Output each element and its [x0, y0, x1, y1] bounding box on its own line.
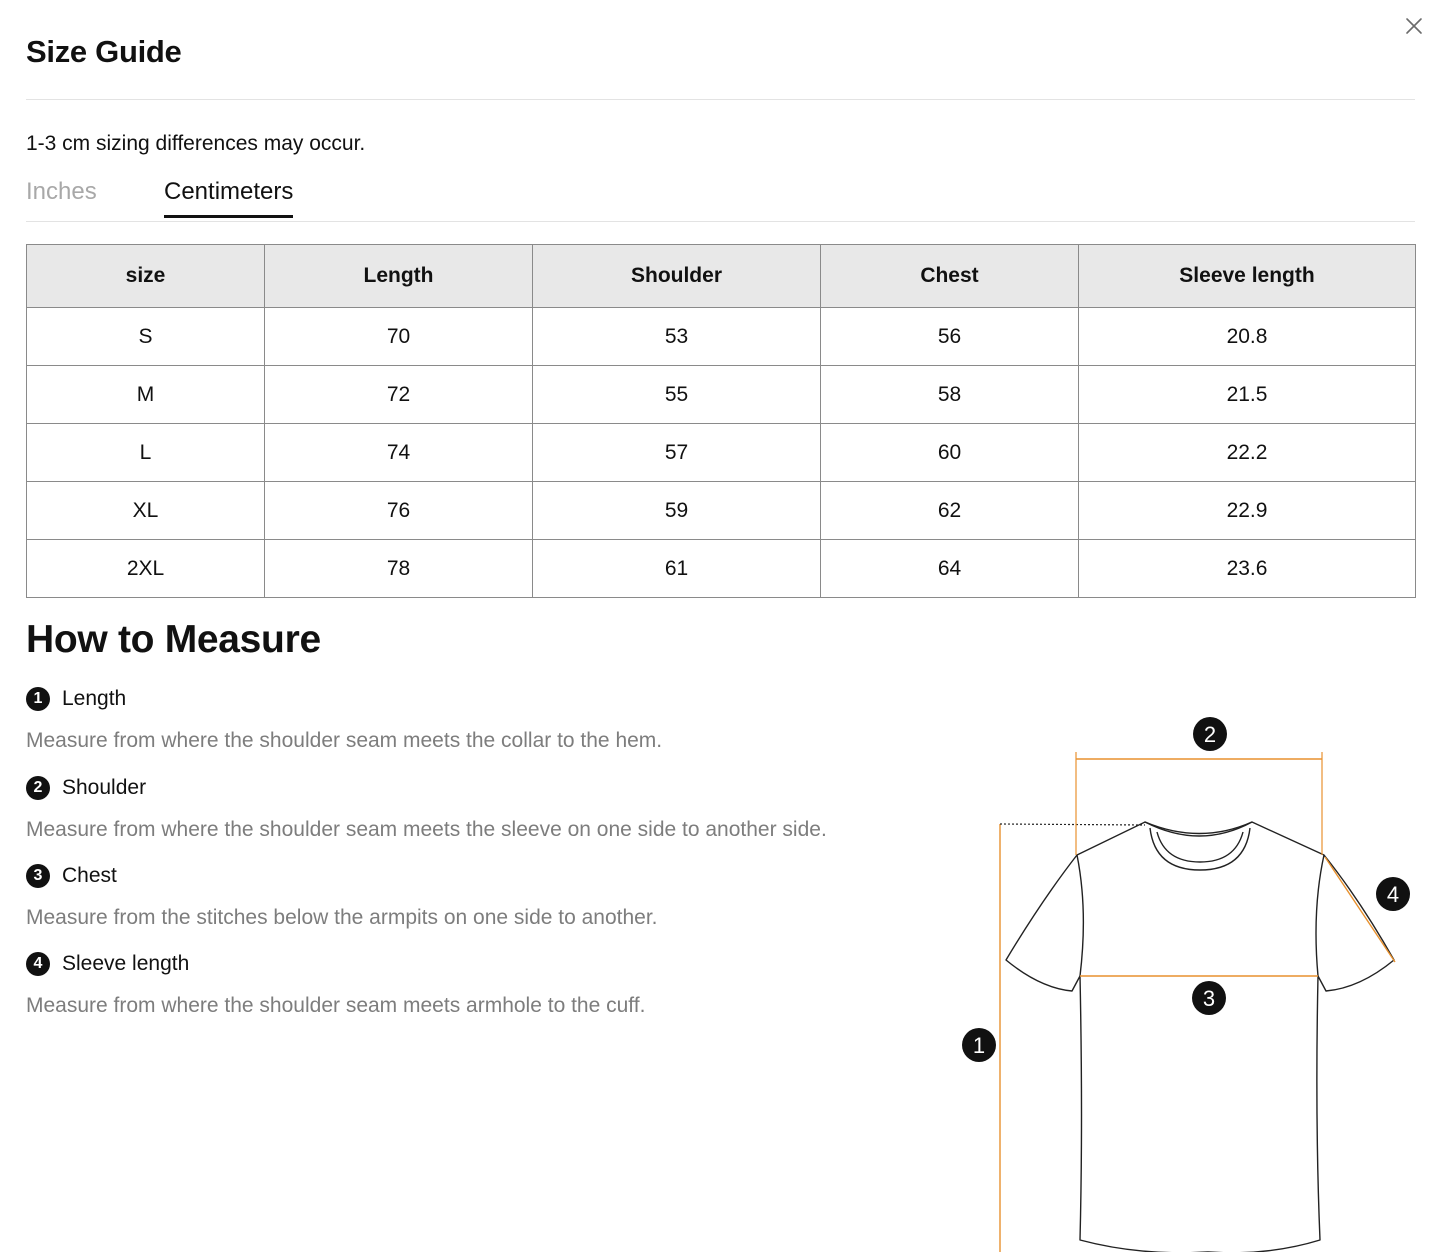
svg-text:1: 1: [972, 1033, 986, 1058]
table-cell: 62: [821, 482, 1079, 540]
table-row: [27, 424, 1416, 482]
table-cell: 20.8: [1079, 308, 1416, 366]
number-3-badge: 3: [26, 864, 50, 888]
marker-4: [1376, 877, 1410, 911]
table-cell: 2XL: [27, 540, 265, 598]
table-row: [27, 540, 1416, 598]
tshirt-measurement-diagram: [950, 700, 1420, 1252]
table-cell: 76: [265, 482, 533, 540]
sizing-note: 1-3 cm sizing differences may occur.: [26, 132, 366, 155]
tab-centimeters[interactable]: Centimeters: [164, 178, 293, 216]
marker-3: [1192, 981, 1226, 1015]
table-row: [27, 482, 1416, 540]
measure-label: Sleeve length: [62, 952, 190, 975]
measure-label: Shoulder: [62, 776, 147, 799]
table-cell: 23.6: [1079, 540, 1416, 598]
measure-description: Measure from the stitches below the armpits on one side to another.: [26, 906, 658, 929]
table-cell: 72: [265, 366, 533, 424]
number-2-badge: 2: [26, 776, 50, 800]
column-header: Shoulder: [533, 245, 821, 308]
column-header: size: [27, 245, 265, 308]
measure-description: Measure from where the shoulder seam meets armhole to the cuff.: [26, 994, 646, 1017]
table-cell: 22.2: [1079, 424, 1416, 482]
table-cell: 74: [265, 424, 533, 482]
measure-item-sleeve-length: [26, 950, 645, 1018]
table-cell: 61: [533, 540, 821, 598]
measure-description: Measure from where the shoulder seam meets the sleeve on one side to another side.: [26, 818, 827, 841]
sleeve-measure-line: [1325, 857, 1395, 962]
number-4-badge: 4: [26, 952, 50, 976]
table-cell: 70: [265, 308, 533, 366]
table-cell: 78: [265, 540, 533, 598]
table-cell: 22.9: [1079, 482, 1416, 540]
measure-label: Chest: [62, 864, 117, 887]
table-row: [27, 308, 1416, 366]
measure-item-shoulder: [26, 774, 827, 842]
column-header: Chest: [821, 245, 1079, 308]
table-cell: 57: [533, 424, 821, 482]
unit-tabs: [26, 176, 1415, 222]
table-cell: S: [27, 308, 265, 366]
table-header-row: [27, 245, 1416, 308]
size-table: [26, 244, 1416, 598]
number-1-badge: 1: [26, 687, 50, 711]
table-cell: 53: [533, 308, 821, 366]
svg-text:3: 3: [1202, 986, 1216, 1011]
table-cell: 59: [533, 482, 821, 540]
table-cell: 55: [533, 366, 821, 424]
column-header: Length: [265, 245, 533, 308]
measure-description: Measure from where the shoulder seam meets the collar to the hem.: [26, 729, 663, 752]
table-cell: 64: [821, 540, 1079, 598]
svg-text:4: 4: [1386, 882, 1400, 907]
how-to-measure-heading: How to Measure: [26, 618, 321, 661]
dialog-title: Size Guide: [26, 34, 182, 69]
table-cell: XL: [27, 482, 265, 540]
title-divider: [26, 99, 1415, 100]
measure-item-length: [26, 685, 662, 753]
marker-2: [1193, 717, 1227, 751]
table-row: [27, 366, 1416, 424]
table-cell: 60: [821, 424, 1079, 482]
table-cell: 21.5: [1079, 366, 1416, 424]
column-header: Sleeve length: [1079, 245, 1416, 308]
table-cell: 58: [821, 366, 1079, 424]
measure-item-chest: [26, 862, 658, 930]
table-cell: L: [27, 424, 265, 482]
close-button[interactable]: [1402, 14, 1426, 38]
table-cell: 56: [821, 308, 1079, 366]
length-guide-dotted: [1000, 824, 1145, 825]
tshirt-icon: [1006, 822, 1394, 1252]
tab-inches[interactable]: Inches: [26, 178, 97, 205]
close-icon: [1402, 14, 1426, 38]
table-cell: M: [27, 366, 265, 424]
measure-label: Length: [62, 687, 127, 710]
marker-1: [962, 1028, 996, 1062]
svg-text:2: 2: [1203, 722, 1217, 747]
